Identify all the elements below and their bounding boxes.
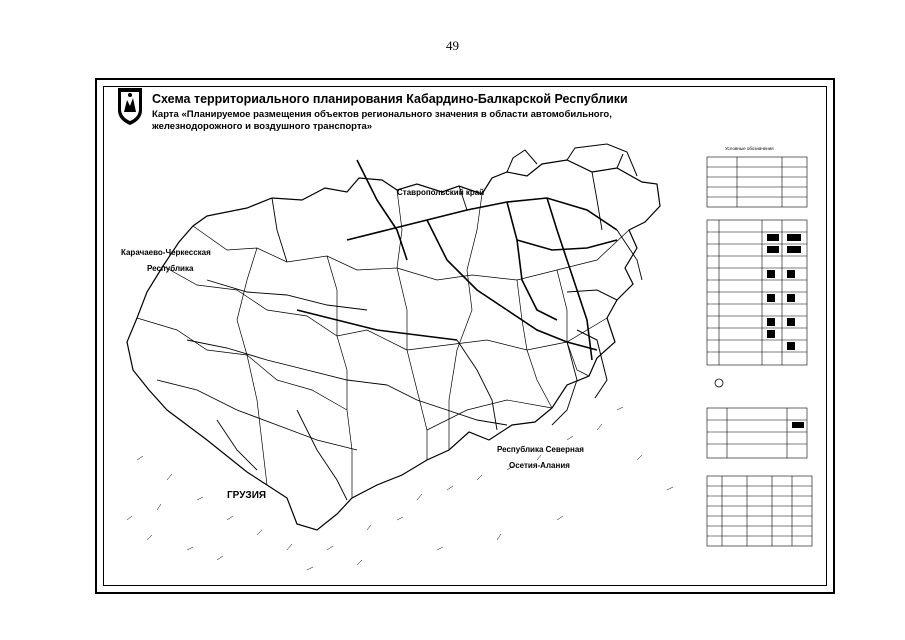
map-title: Схема территориального планирования Кабардино-Балкарской Республики bbox=[152, 92, 628, 106]
label-north-ossetia-line2: Осетия-Алания bbox=[509, 461, 570, 470]
label-kch-line1: Карачаево-Черкесская bbox=[121, 248, 211, 257]
label-georgia: ГРУЗИЯ bbox=[227, 490, 267, 501]
label-stavropol: Ставропольский край bbox=[397, 188, 485, 197]
region-map bbox=[97, 80, 833, 592]
page-number: 49 bbox=[446, 38, 459, 53]
legend-symbols bbox=[715, 234, 804, 428]
legend-heading: Условные обозначения bbox=[725, 146, 774, 151]
label-kch-line2: Республика bbox=[147, 264, 194, 273]
map-sheet bbox=[95, 78, 835, 594]
legend-tables bbox=[707, 157, 812, 546]
map-subtitle: Карта «Планируемое размещения объектов регионального значения в области автомобильного, железнодорожного и воздушного транспорта» bbox=[152, 109, 612, 132]
label-north-ossetia-line1: Республика Северная bbox=[497, 445, 584, 454]
